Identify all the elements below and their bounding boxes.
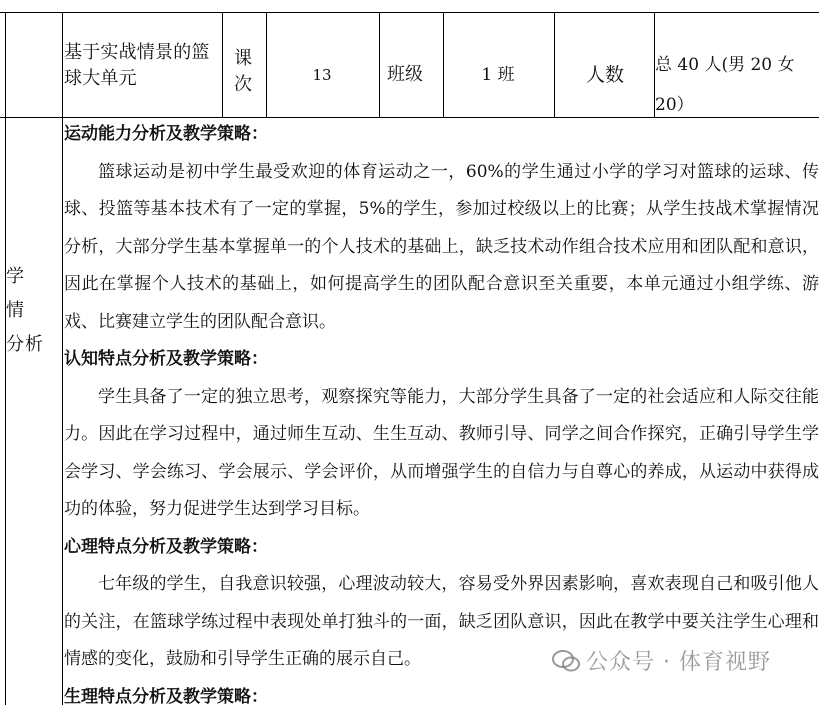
motor-ability-heading: 运动能力分析及教学策略： — [64, 116, 819, 154]
student-count-label: 人数 — [556, 62, 654, 88]
section-label-line2: 分析 — [6, 328, 60, 362]
lesson-label: 课次 — [234, 46, 254, 98]
column-divider — [266, 12, 267, 117]
cognitive-paragraph: 学生具备了一定的独立思考，观察探究等能力，大部分学生具备了一定的社会适应和人际交往能力。因此在学习过程中，通过师生互动、生生互动、教师引导、同学之间合作探究，正确引导学生学会学习、学会练习、学会展示、学会评价，从而增强学生的自信力与自尊心的养成，从运动中获得成功的体验，努力促进学生达到学习目标。 — [64, 379, 819, 529]
table-top-border — [0, 12, 819, 13]
student-count-value: 总 40 人(男 20 女 20） — [655, 45, 819, 125]
section-label — [6, 260, 60, 362]
class-label: 班级 — [387, 62, 423, 88]
section-label-line1: 学情 — [6, 260, 60, 328]
column-divider — [379, 12, 380, 117]
wechat-official-account-icon — [552, 650, 580, 672]
cognitive-heading: 认知特点分析及教学策略： — [64, 341, 819, 379]
course-title: 基于实战情景的篮球大单元 — [64, 40, 224, 92]
column-divider — [554, 12, 555, 117]
physiological-heading: 生理特点分析及教学策略： — [64, 679, 819, 716]
psychological-paragraph: 七年级的学生，自我意识较强，心理波动较大，容易受外界因素影响，喜欢表现自己和吸引他人的关注，在篮球学练过程中表现处单打独斗的一面，缺乏团队意识，因此在教学中要关注学生心理和情感的变化，鼓励和引导学生正确的展示自己。 — [64, 566, 819, 679]
motor-ability-paragraph: 篮球运动是初中学生最受欢迎的体育运动之一，60%的学生通过小学的学习对篮球的运球、传球、投篮等基本技术有了一定的掌握，5%的学生，参加过校级以上的比赛；从学生技战术掌握情况分析，大部分学生基本掌握单一的个人技术的基础上，缺乏技术动作组合技术应用和团队配和意识，因此在掌握个人技术的基础上，如何提高学生的团队配合意识至关重要，本单元通过小组学练、游戏、比赛建立学生的团队配合意识。 — [64, 154, 819, 342]
class-value: 1 班 — [443, 62, 553, 88]
lesson-number: 13 — [282, 62, 362, 88]
analysis-content — [64, 116, 819, 716]
psychological-heading: 心理特点分析及教学策略： — [64, 529, 819, 567]
label-column-divider — [62, 12, 63, 705]
watermark — [552, 645, 771, 676]
watermark-text: 公众号 · 体育视野 — [586, 650, 771, 675]
